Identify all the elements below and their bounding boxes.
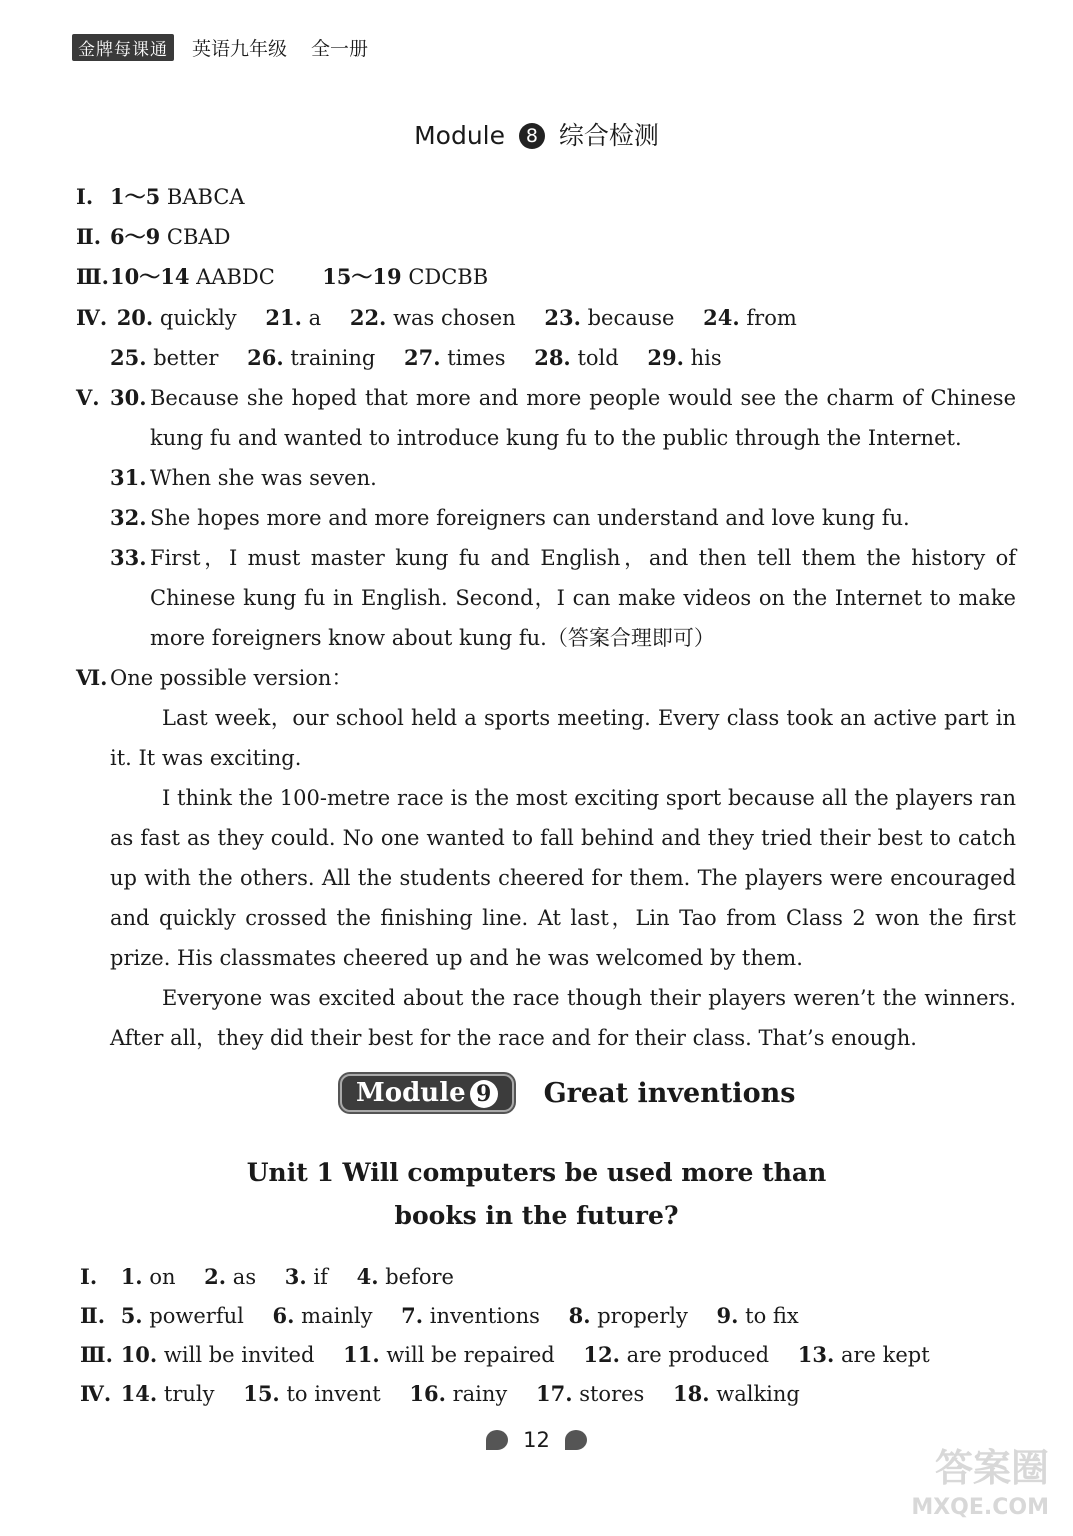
u1-section-2: Ⅱ. 5. powerful 6. mainly 7. inventions 8. properly 9. to fix xyxy=(80,1303,799,1328)
m8-section-3: Ⅲ.10～14 AABDC 15～19 CDCBB xyxy=(76,264,489,289)
m8-section-2: Ⅱ. 6～9 CBAD xyxy=(76,224,231,249)
answer-30: Because she hoped that more and more people would see the charm of Chinese kung fu and wanted to introduce kung fu to the public through the Internet. xyxy=(150,386,1016,450)
page-number: 12 xyxy=(523,1428,550,1452)
module-number-badge: 8 xyxy=(519,123,545,149)
u1-section-1: Ⅰ. 1. on 2. as 3. if 4. before xyxy=(80,1264,454,1289)
module9-badge: Module 9 xyxy=(340,1074,514,1112)
writing-intro: One possible version： xyxy=(110,666,353,690)
m8-section-5: Ⅴ. 30. Because she hoped that more and more people would see the charm of Chinese kung fu and wanted to introduce kung fu to the public through the Internet. 31. When she was seven. 32. She hopes more and more foreigners can understand and love kung fu. 33. First，I must master kung fu and English，and then tell them the history of Chinese kung fu in English. Second，I can make videos on the Internet to make more foreigners know about kung fu.（答案合理即可） xyxy=(76,378,1016,658)
book-edition: 全一册 xyxy=(311,37,369,60)
module8-title: Module 8 综合检测 xyxy=(414,121,659,150)
leaf-left-icon xyxy=(486,1430,508,1450)
m8-section-6: Ⅵ. One possible version： Last week，our school held a sports meeting. Every class took an active part in it. It was exciting. I think the 100-metre race is the most exciting sport because all the players ran as fast as they could. No one wanted to fall behind and they tried their best to catch up with the others. All the students cheered for them. The players were encouraged and quickly crossed the finishing line. At last，Lin Tao from Class 2 won the first prize. His classmates cheered up and he was welcomed by them. Everyone was excited about the race though their players weren’t the winners. After all，they did their best for the race and for their class. That’s enough. xyxy=(76,658,1016,1058)
u1-section-3: Ⅲ. 10. will be invited 11. will be repaired 12. are produced 13. are kept xyxy=(80,1342,930,1367)
essay-paragraph-2: I think the 100-metre race is the most exciting sport because all the players ran as fast as they could. No one wanted to fall behind and they tried their best to catch up with the others. All the students cheered for them. The players were encouraged and quickly crossed the finishing line. At last，Lin Tao from Class 2 won the first prize. His classmates cheered up and he was welcomed by them. xyxy=(110,786,1016,970)
m8-section-4-row1: Ⅳ. 20. quickly 21. a 22. was chosen 23. because 24. from xyxy=(76,305,797,330)
module9-banner xyxy=(340,1074,795,1112)
answer-33: First，I must master kung fu and English，and then tell them the history of Chinese kung fu in English. Second，I can make videos on the Internet to make more foreigners know about kung fu.（答案合理即可） xyxy=(150,546,1016,650)
unit1-title-line2: books in the future? xyxy=(394,1201,679,1230)
module9-name: Great inventions xyxy=(543,1077,796,1109)
m8-section-1: Ⅰ. 1～5 BABCA xyxy=(76,184,245,209)
essay-paragraph-3: Everyone was excited about the race though their players weren’t the winners. After all，they did their best for the race and for their class. That’s enough. xyxy=(110,986,1016,1050)
answer-32: She hopes more and more foreigners can understand and love kung fu. xyxy=(150,506,910,530)
brand-logo: 金牌每课通 xyxy=(72,34,174,61)
essay-paragraph-1: Last week，our school held a sports meeting. Every class took an active part in it. It was exciting. xyxy=(110,706,1016,770)
u1-section-4: Ⅳ. 14. truly 15. to invent 16. rainy 17. stores 18. walking xyxy=(80,1381,800,1406)
leaf-right-icon xyxy=(565,1430,587,1450)
m8-section-4-row2: 25. better 26. training 27. times 28. told 29. his xyxy=(110,345,722,370)
unit1-title-line1: Unit 1 Will computers be used more than xyxy=(246,1158,827,1187)
answer-31: When she was seven. xyxy=(150,466,377,490)
page-header xyxy=(72,34,368,60)
book-subject: 英语九年级 xyxy=(192,37,288,60)
watermark-logo: 答案圈 MXQE.COM xyxy=(911,1446,1049,1520)
